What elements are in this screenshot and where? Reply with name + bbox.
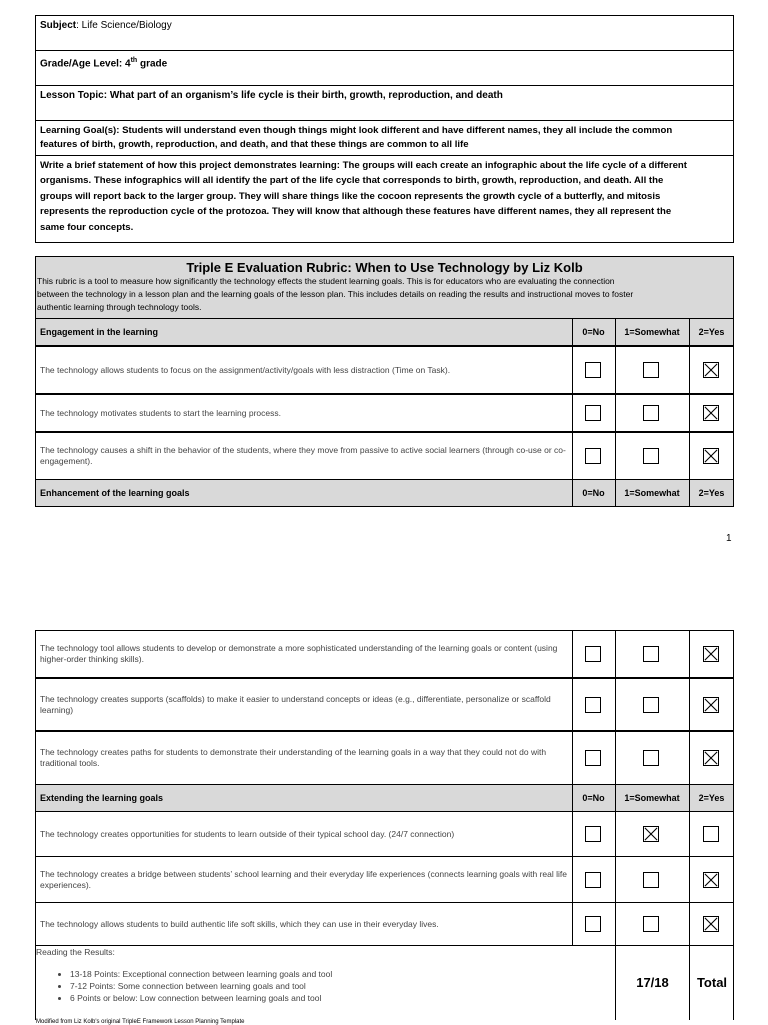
learning-goal-line: features of birth, growth, reproduction, and death, and that these things are common to all life xyxy=(40,139,469,150)
checkbox[interactable] xyxy=(643,872,659,888)
column-divider xyxy=(572,811,573,857)
criterion-text: The technology allows students to focus on the assignment/activity/goals with less distraction (Time on Task). xyxy=(40,364,451,375)
checkbox-checked[interactable] xyxy=(703,697,719,713)
rubric-intro-line: This rubric is a tool to measure how significantly the technology effects the student learning goals. This is for educators who are evaluating the connection xyxy=(37,276,615,286)
statement-line: organisms. These infographics will all identify the part of the life cycle that corresponds to birth, growth, reproduction, and death. All the xyxy=(40,175,664,187)
checkbox[interactable] xyxy=(703,826,719,842)
checkbox[interactable] xyxy=(585,448,601,464)
checkbox-checked[interactable] xyxy=(703,750,719,766)
rubric-intro xyxy=(36,275,733,314)
results-item: • 13-18 Points: Exceptional connection between learning goals and tool xyxy=(70,968,332,980)
checkbox[interactable] xyxy=(585,697,601,713)
column-divider xyxy=(689,811,690,857)
column-divider xyxy=(572,346,573,394)
column-divider xyxy=(615,630,616,678)
section-header-title: Engagement in the learning xyxy=(40,327,159,337)
checkbox[interactable] xyxy=(643,750,659,766)
column-divider xyxy=(689,731,690,785)
rubric-title-block xyxy=(35,256,734,319)
checkbox[interactable] xyxy=(585,405,601,421)
checkbox[interactable] xyxy=(585,362,601,378)
column-divider xyxy=(615,731,616,785)
column-divider xyxy=(572,678,573,731)
checkbox-checked[interactable] xyxy=(703,872,719,888)
criterion-text: The technology creates opportunities for students to learn outside of their typical school day. (24/7 connection) xyxy=(40,828,455,839)
checkbox-checked[interactable] xyxy=(703,448,719,464)
checkbox[interactable] xyxy=(585,750,601,766)
column-divider xyxy=(572,731,573,785)
checkbox[interactable] xyxy=(643,405,659,421)
criterion-text: The technology tool allows students to develop or demonstrate a more sophisticated understanding of the learning goals or content (using higher-order thinking skills). xyxy=(40,643,558,664)
grade-sup: th xyxy=(130,57,138,64)
column-divider xyxy=(572,856,573,903)
column-divider xyxy=(689,394,690,432)
criterion-text: The technology creates supports (scaffolds) to make it easier to understand concepts or ideas (e.g., differentiate, personalize or scaffold learning) xyxy=(40,693,551,715)
checkbox-checked[interactable] xyxy=(703,916,719,932)
checkbox-checked[interactable] xyxy=(703,362,719,378)
results-item: • 7-12 Points: Some connection between learning goals and tool xyxy=(70,980,332,992)
statement-line: represents the reproduction cycle of the protozoa. They will know that although these features have different names, they all represent the xyxy=(40,206,672,218)
statement-line: same four concepts. xyxy=(40,221,134,233)
criterion-text: The technology causes a shift in the behavior of the students, where they move from passive to active social learners (through co-use or co-engagement). xyxy=(40,445,566,466)
column-divider xyxy=(615,346,616,394)
section-header-title: Extending the learning goals xyxy=(40,793,164,803)
footer-note: Modified from Liz Kolb's original TripleE Framework Lesson Planning Template xyxy=(36,1019,245,1025)
page-number: 1 xyxy=(726,533,732,544)
column-header: 1=Somewhat xyxy=(624,327,680,337)
column-header: 2=Yes xyxy=(698,793,725,803)
lesson-topic: Lesson Topic: What part of an organism’s life cycle is their birth, growth, reproduction, and death xyxy=(40,90,503,101)
grade-row xyxy=(35,50,734,86)
checkbox-checked[interactable] xyxy=(703,646,719,662)
results-heading: Reading the Results: xyxy=(36,947,115,957)
column-divider xyxy=(615,394,616,432)
lesson-topic-row xyxy=(35,85,734,121)
checkbox[interactable] xyxy=(643,697,659,713)
statement-row xyxy=(35,155,734,243)
column-header: 0=No xyxy=(582,488,605,498)
subject-row xyxy=(35,15,734,51)
column-header: 1=Somewhat xyxy=(624,793,680,803)
checkbox[interactable] xyxy=(643,362,659,378)
total-label: Total xyxy=(696,975,728,990)
checkbox[interactable] xyxy=(643,448,659,464)
column-divider xyxy=(689,856,690,903)
results-list xyxy=(52,968,332,1004)
column-divider xyxy=(615,856,616,903)
checkbox-checked[interactable] xyxy=(643,826,659,842)
criterion-text: The technology creates a bridge between students’ school learning and their everyday life experiences (connects learning goals with real life experiences). xyxy=(40,868,567,890)
column-divider xyxy=(615,432,616,480)
criterion-text: The technology allows students to build authentic life soft skills, which they can use in their everyday lives. xyxy=(40,918,439,929)
column-header: 1=Somewhat xyxy=(624,488,680,498)
column-divider xyxy=(615,678,616,731)
learning-goal-row xyxy=(35,120,734,156)
statement-line: Write a brief statement of how this project demonstrates learning: The groups will each create an infographic about the life cycle of a different xyxy=(40,160,687,171)
checkbox-checked[interactable] xyxy=(703,405,719,421)
column-divider xyxy=(689,630,690,678)
column-divider xyxy=(572,902,573,946)
column-header: 0=No xyxy=(582,327,605,337)
checkbox[interactable] xyxy=(585,916,601,932)
column-divider xyxy=(615,811,616,857)
column-divider xyxy=(689,346,690,394)
column-divider xyxy=(572,394,573,432)
checkbox[interactable] xyxy=(585,646,601,662)
rubric-intro-line: between the technology in a lesson plan and the learning goals of the lesson plan. This includes details on reading the results and instructional moves to foster xyxy=(37,289,634,299)
grade-label: Grade/Age Level: 4 xyxy=(40,58,131,70)
checkbox[interactable] xyxy=(643,646,659,662)
rubric-title: Triple E Evaluation Rubric: When to Use Technology by Liz Kolb xyxy=(186,260,583,275)
rubric-intro-line: authentic learning through technology tools. xyxy=(37,302,202,312)
checkbox[interactable] xyxy=(643,916,659,932)
column-divider xyxy=(689,902,690,946)
column-header: 2=Yes xyxy=(698,488,725,498)
statement-line: groups will report back to the larger group. They will share things like the cocoon represents the growth cycle of a butterfly, and mitosis xyxy=(40,190,661,202)
section-header-title: Enhancement of the learning goals xyxy=(40,488,190,498)
checkbox[interactable] xyxy=(585,826,601,842)
column-divider xyxy=(689,678,690,731)
column-divider xyxy=(572,630,573,678)
column-divider xyxy=(572,432,573,480)
subject-value: : Life Science/Biology xyxy=(76,20,172,31)
criterion-text: The technology creates paths for students to demonstrate their understanding of the learning goals in a way that they could not do with traditional tools. xyxy=(40,747,547,768)
score-value: 17/18 xyxy=(636,975,669,990)
learning-goal-line: Learning Goal(s): Students will understand even though things might look different and have different names, they all include the common xyxy=(40,125,673,136)
results-item: • 6 Points or below: Low connection between learning goals and tool xyxy=(70,992,332,1004)
criterion-text: The technology motivates students to start the learning process. xyxy=(40,407,281,418)
subject-label: Subject xyxy=(40,20,77,31)
column-header: 0=No xyxy=(582,793,605,803)
checkbox[interactable] xyxy=(585,872,601,888)
column-divider xyxy=(615,902,616,946)
column-header: 2=Yes xyxy=(698,327,725,337)
grade-tail: grade xyxy=(137,58,168,70)
column-divider xyxy=(689,432,690,480)
